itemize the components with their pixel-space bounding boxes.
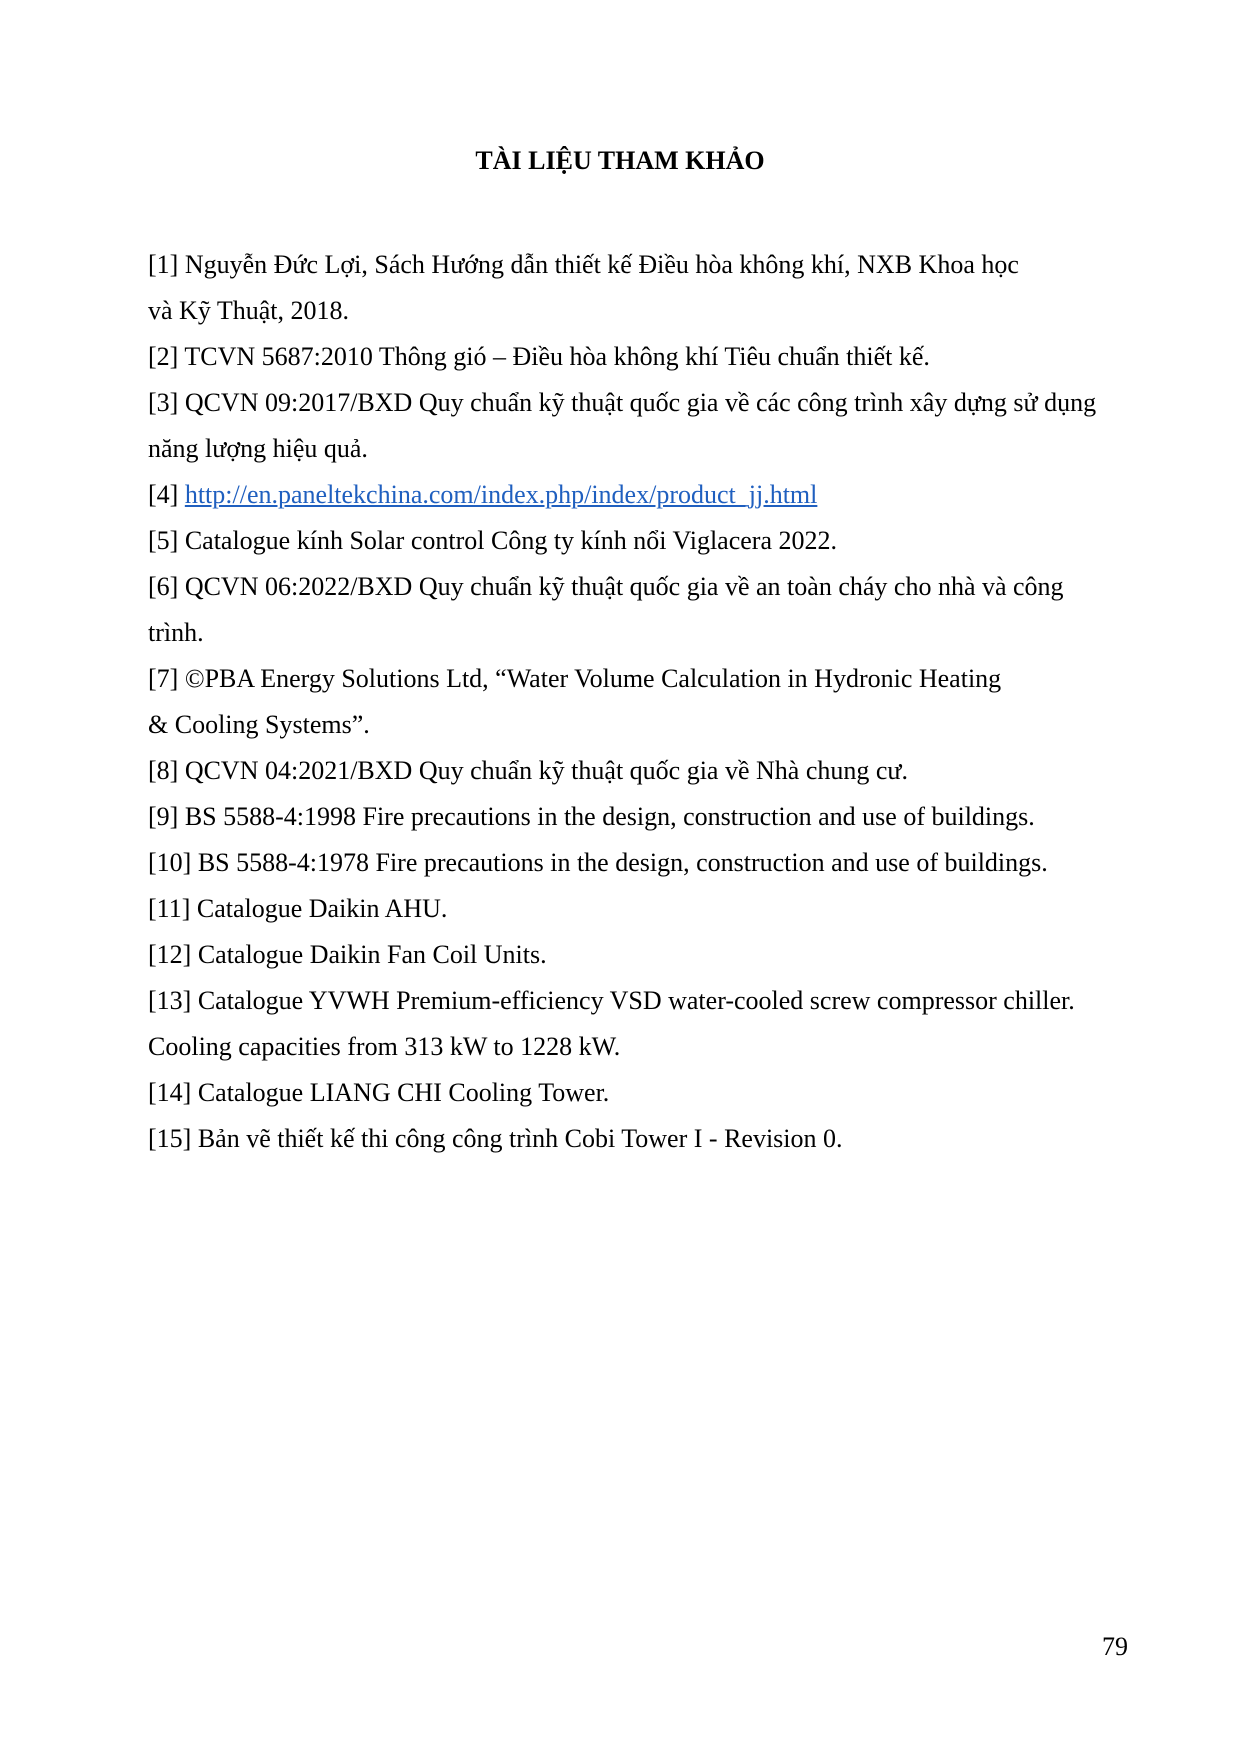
reference-13-line-1: [13] Catalogue YVWH Premium-efficiency VSD water-cooled screw compressor chiller. bbox=[148, 986, 1075, 1015]
page-title: TÀI LIỆU THAM KHẢO bbox=[475, 146, 765, 175]
reference-14: [14] Catalogue LIANG CHI Cooling Tower. bbox=[148, 1078, 610, 1107]
reference-6-line-1: [6] QCVN 06:2022/BXD Quy chuẩn kỹ thuật quốc gia về an toàn cháy cho nhà và công bbox=[148, 572, 1064, 601]
reference-12: [12] Catalogue Daikin Fan Coil Units. bbox=[148, 940, 547, 969]
reference-3-line-1: [3] QCVN 09:2017/BXD Quy chuẩn kỹ thuật quốc gia về các công trình xây dựng sử dụng bbox=[148, 388, 1097, 417]
reference-1-line-2: và Kỹ Thuật, 2018. bbox=[148, 296, 349, 325]
reference-13-line-2: Cooling capacities from 313 kW to 1228 kW. bbox=[148, 1032, 621, 1061]
reference-5: [5] Catalogue kính Solar control Công ty kính nổi Viglacera 2022. bbox=[148, 526, 837, 555]
reference-11: [11] Catalogue Daikin AHU. bbox=[148, 894, 448, 923]
page-number: 79 bbox=[1102, 1632, 1128, 1661]
reference-1-line-1: [1] Nguyễn Đức Lợi, Sách Hướng dẫn thiết kế Điều hòa không khí, NXB Khoa học bbox=[148, 250, 1019, 279]
reference-8: [8] QCVN 04:2021/BXD Quy chuẩn kỹ thuật quốc gia về Nhà chung cư. bbox=[148, 756, 909, 785]
reference-6-line-2: trình. bbox=[148, 618, 204, 647]
reference-4 bbox=[148, 480, 817, 510]
reference-7-line-1: [7] ©PBA Energy Solutions Ltd, “Water Volume Calculation in Hydronic Heating bbox=[148, 664, 1002, 693]
reference-15: [15] Bản vẽ thiết kế thi công công trình Cobi Tower I - Revision 0. bbox=[148, 1124, 843, 1153]
reference-10: [10] BS 5588-4:1978 Fire precautions in the design, construction and use of buildings. bbox=[148, 848, 1048, 877]
reference-4-prefix: [4] bbox=[148, 480, 185, 509]
reference-3-line-2: năng lượng hiệu quả. bbox=[148, 434, 368, 463]
reference-2: [2] TCVN 5687:2010 Thông gió – Điều hòa không khí Tiêu chuẩn thiết kế. bbox=[148, 342, 930, 371]
reference-4-link[interactable]: http://en.paneltekchina.com/index.php/index/product_jj.html bbox=[184, 480, 818, 509]
reference-9: [9] BS 5588-4:1998 Fire precautions in the design, construction and use of buildings. bbox=[148, 802, 1035, 831]
reference-7-line-2: & Cooling Systems”. bbox=[148, 710, 370, 739]
